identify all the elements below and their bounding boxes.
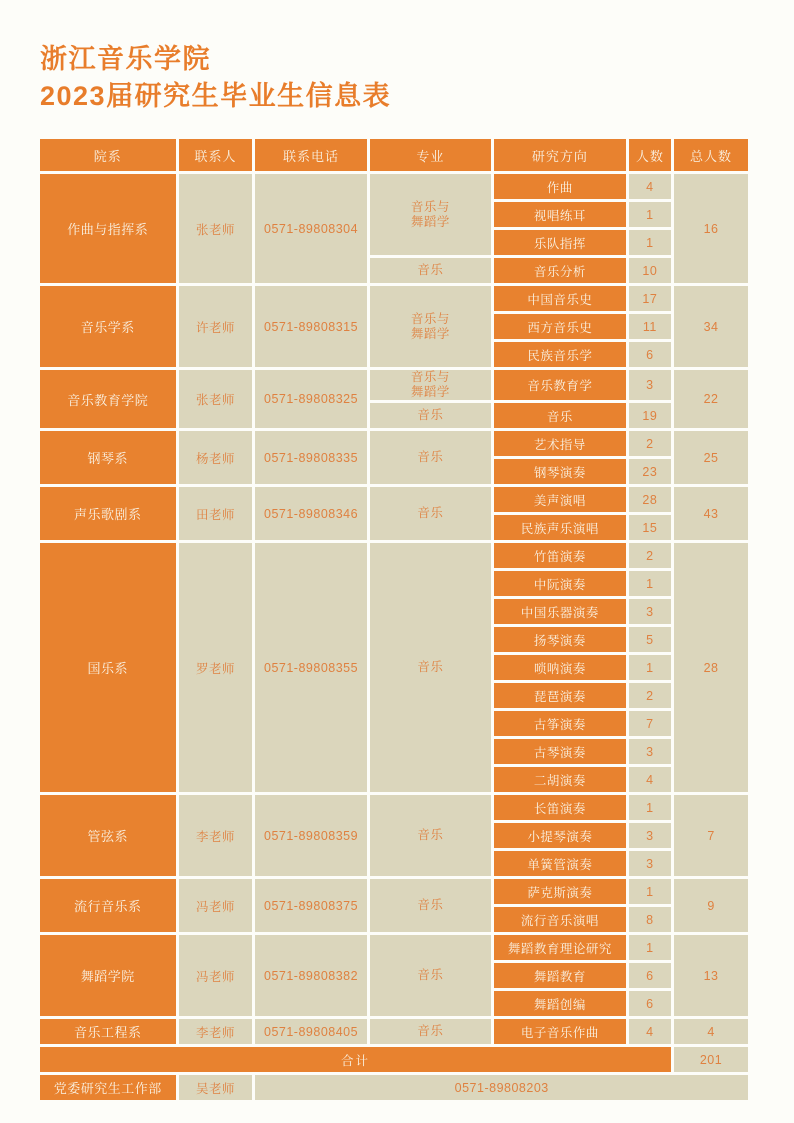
major-cell-text: 音乐 bbox=[417, 450, 444, 464]
total-count-cell: 7 bbox=[674, 795, 748, 876]
major-cell-text: 音乐 bbox=[417, 660, 444, 674]
department-cell: 音乐教育学院 bbox=[40, 370, 176, 428]
phone-cell: 0571-89808304 bbox=[255, 174, 366, 283]
header-department: 院系 bbox=[40, 139, 176, 171]
grand-total-row bbox=[40, 1047, 748, 1072]
table-row bbox=[40, 795, 748, 820]
count-cell: 3 bbox=[629, 739, 671, 764]
department-cell: 管弦系 bbox=[40, 795, 176, 876]
direction-cell: 乐队指挥 bbox=[494, 230, 626, 255]
count-cell: 4 bbox=[629, 174, 671, 199]
header-direction: 研究方向 bbox=[494, 139, 626, 171]
total-count-cell: 43 bbox=[674, 487, 748, 540]
count-cell: 3 bbox=[629, 599, 671, 624]
major-cell-text: 音乐 bbox=[417, 898, 444, 912]
table-row bbox=[40, 370, 748, 400]
department-cell: 音乐工程系 bbox=[40, 1019, 176, 1044]
count-cell: 4 bbox=[629, 767, 671, 792]
contact-cell: 李老师 bbox=[179, 795, 253, 876]
direction-cell: 音乐分析 bbox=[494, 258, 626, 283]
count-cell: 1 bbox=[629, 879, 671, 904]
major-cell bbox=[370, 795, 491, 876]
phone-cell: 0571-89808315 bbox=[255, 286, 366, 367]
total-count-cell: 16 bbox=[674, 174, 748, 283]
direction-cell: 中国音乐史 bbox=[494, 286, 626, 311]
contact-cell: 杨老师 bbox=[179, 431, 253, 484]
direction-cell: 民族音乐学 bbox=[494, 342, 626, 367]
count-cell: 1 bbox=[629, 935, 671, 960]
department-cell: 舞蹈学院 bbox=[40, 935, 176, 1016]
table-row bbox=[40, 174, 748, 199]
phone-cell: 0571-89808382 bbox=[255, 935, 366, 1016]
major-cell bbox=[370, 431, 491, 484]
count-cell: 2 bbox=[629, 543, 671, 568]
total-count-cell: 4 bbox=[674, 1019, 748, 1044]
direction-cell: 民族声乐演唱 bbox=[494, 515, 626, 540]
grand-total-label: 合计 bbox=[40, 1047, 671, 1072]
direction-cell: 长笛演奏 bbox=[494, 795, 626, 820]
phone-cell: 0571-89808346 bbox=[255, 487, 366, 540]
direction-cell: 古筝演奏 bbox=[494, 711, 626, 736]
count-cell: 6 bbox=[629, 963, 671, 988]
total-count-cell: 34 bbox=[674, 286, 748, 367]
direction-cell: 音乐教育学 bbox=[494, 370, 626, 400]
count-cell: 8 bbox=[629, 907, 671, 932]
direction-cell: 舞蹈教育 bbox=[494, 963, 626, 988]
major-cell-text: 音乐 bbox=[417, 828, 444, 842]
department-cell: 作曲与指挥系 bbox=[40, 174, 176, 283]
table-row bbox=[40, 487, 748, 512]
direction-cell: 舞蹈创编 bbox=[494, 991, 626, 1016]
header-count: 人数 bbox=[629, 139, 671, 171]
direction-cell: 作曲 bbox=[494, 174, 626, 199]
total-count-cell: 22 bbox=[674, 370, 748, 428]
major-cell-text: 音乐与舞蹈学 bbox=[410, 199, 450, 229]
grand-total-value: 201 bbox=[674, 1047, 748, 1072]
header-contact: 联系人 bbox=[179, 139, 253, 171]
major-cell bbox=[370, 935, 491, 1016]
total-count-cell: 13 bbox=[674, 935, 748, 1016]
direction-cell: 钢琴演奏 bbox=[494, 459, 626, 484]
major-cell bbox=[370, 174, 491, 255]
direction-cell: 琵琶演奏 bbox=[494, 683, 626, 708]
phone-cell: 0571-89808375 bbox=[255, 879, 366, 932]
direction-cell: 二胡演奏 bbox=[494, 767, 626, 792]
count-cell: 5 bbox=[629, 627, 671, 652]
contact-cell: 许老师 bbox=[179, 286, 253, 367]
major-cell bbox=[370, 403, 491, 428]
department-cell: 国乐系 bbox=[40, 543, 176, 792]
table-row bbox=[40, 879, 748, 904]
count-cell: 10 bbox=[629, 258, 671, 283]
count-cell: 17 bbox=[629, 286, 671, 311]
contact-cell: 张老师 bbox=[179, 370, 253, 428]
count-cell: 1 bbox=[629, 230, 671, 255]
phone-cell: 0571-89808325 bbox=[255, 370, 366, 428]
count-cell: 1 bbox=[629, 795, 671, 820]
table-row bbox=[40, 286, 748, 311]
direction-cell: 视唱练耳 bbox=[494, 202, 626, 227]
header-major: 专业 bbox=[370, 139, 491, 171]
header-phone: 联系电话 bbox=[255, 139, 366, 171]
direction-cell: 美声演唱 bbox=[494, 487, 626, 512]
count-cell: 6 bbox=[629, 991, 671, 1016]
table-header-row bbox=[40, 139, 748, 171]
direction-cell: 流行音乐演唱 bbox=[494, 907, 626, 932]
direction-cell: 单簧管演奏 bbox=[494, 851, 626, 876]
count-cell: 2 bbox=[629, 683, 671, 708]
major-cell bbox=[370, 1019, 491, 1044]
department-cell: 音乐学系 bbox=[40, 286, 176, 367]
contact-cell: 田老师 bbox=[179, 487, 253, 540]
table-row bbox=[40, 543, 748, 568]
count-cell: 3 bbox=[629, 370, 671, 400]
total-count-cell: 9 bbox=[674, 879, 748, 932]
office-row bbox=[40, 1075, 748, 1100]
direction-cell: 西方音乐史 bbox=[494, 314, 626, 339]
office-contact-cell: 吴老师 bbox=[179, 1075, 253, 1100]
department-cell: 钢琴系 bbox=[40, 431, 176, 484]
count-cell: 1 bbox=[629, 655, 671, 680]
major-cell-text: 音乐与舞蹈学 bbox=[410, 370, 450, 399]
contact-cell: 张老师 bbox=[179, 174, 253, 283]
count-cell: 28 bbox=[629, 487, 671, 512]
count-cell: 1 bbox=[629, 202, 671, 227]
major-cell-text: 音乐 bbox=[417, 968, 444, 982]
graduate-info-table bbox=[37, 136, 751, 1103]
major-cell bbox=[370, 543, 491, 792]
major-cell bbox=[370, 258, 491, 283]
direction-cell: 扬琴演奏 bbox=[494, 627, 626, 652]
office-name-cell: 党委研究生工作部 bbox=[40, 1075, 176, 1100]
phone-cell: 0571-89808359 bbox=[255, 795, 366, 876]
count-cell: 2 bbox=[629, 431, 671, 456]
direction-cell: 古琴演奏 bbox=[494, 739, 626, 764]
department-cell: 声乐歌剧系 bbox=[40, 487, 176, 540]
phone-cell: 0571-89808355 bbox=[255, 543, 366, 792]
table-row bbox=[40, 431, 748, 456]
direction-cell: 竹笛演奏 bbox=[494, 543, 626, 568]
department-cell: 流行音乐系 bbox=[40, 879, 176, 932]
direction-cell: 舞蹈教育理论研究 bbox=[494, 935, 626, 960]
count-cell: 23 bbox=[629, 459, 671, 484]
header-total: 总人数 bbox=[674, 139, 748, 171]
total-count-cell: 25 bbox=[674, 431, 748, 484]
direction-cell: 中阮演奏 bbox=[494, 571, 626, 596]
contact-cell: 罗老师 bbox=[179, 543, 253, 792]
major-cell-text: 音乐 bbox=[417, 263, 444, 277]
direction-cell: 电子音乐作曲 bbox=[494, 1019, 626, 1044]
count-cell: 3 bbox=[629, 851, 671, 876]
major-cell bbox=[370, 487, 491, 540]
contact-cell: 李老师 bbox=[179, 1019, 253, 1044]
count-cell: 1 bbox=[629, 571, 671, 596]
major-cell bbox=[370, 879, 491, 932]
major-cell-text: 音乐与舞蹈学 bbox=[410, 311, 450, 341]
major-cell bbox=[370, 370, 491, 400]
count-cell: 11 bbox=[629, 314, 671, 339]
table-row bbox=[40, 1019, 748, 1044]
title-line-1: 浙江音乐学院 bbox=[40, 44, 211, 74]
office-phone-cell: 0571-89808203 bbox=[255, 1075, 748, 1100]
contact-cell: 冯老师 bbox=[179, 935, 253, 1016]
major-cell-text: 音乐 bbox=[417, 1024, 444, 1038]
table-row bbox=[40, 935, 748, 960]
count-cell: 15 bbox=[629, 515, 671, 540]
count-cell: 6 bbox=[629, 342, 671, 367]
page-title bbox=[40, 41, 754, 115]
direction-cell: 萨克斯演奏 bbox=[494, 879, 626, 904]
contact-cell: 冯老师 bbox=[179, 879, 253, 932]
direction-cell: 中国乐器演奏 bbox=[494, 599, 626, 624]
direction-cell: 艺术指导 bbox=[494, 431, 626, 456]
direction-cell: 唢呐演奏 bbox=[494, 655, 626, 680]
count-cell: 4 bbox=[629, 1019, 671, 1044]
major-cell-text: 音乐 bbox=[417, 408, 444, 422]
count-cell: 3 bbox=[629, 823, 671, 848]
total-count-cell: 28 bbox=[674, 543, 748, 792]
count-cell: 7 bbox=[629, 711, 671, 736]
phone-cell: 0571-89808335 bbox=[255, 431, 366, 484]
title-line-2: 2023届研究生毕业生信息表 bbox=[40, 81, 392, 111]
count-cell: 19 bbox=[629, 403, 671, 428]
major-cell-text: 音乐 bbox=[417, 506, 444, 520]
direction-cell: 小提琴演奏 bbox=[494, 823, 626, 848]
direction-cell: 音乐 bbox=[494, 403, 626, 428]
phone-cell: 0571-89808405 bbox=[255, 1019, 366, 1044]
major-cell bbox=[370, 286, 491, 367]
